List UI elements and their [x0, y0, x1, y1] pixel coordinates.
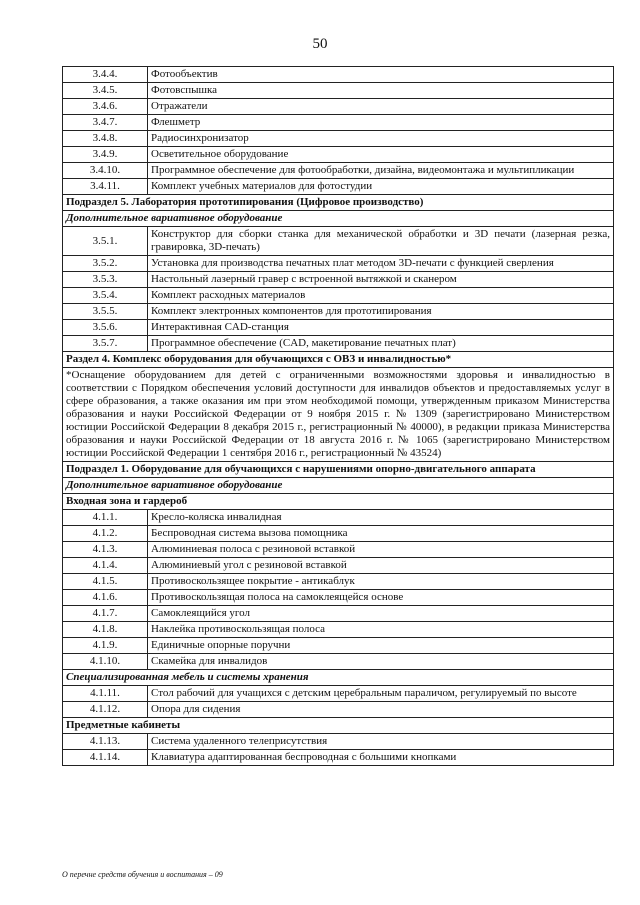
item-name: Противоскользящее покрытие - антикаблук: [148, 574, 614, 590]
category-heading-row: [63, 670, 614, 686]
table-row: [63, 510, 614, 526]
row-heading: Дополнительное вариативное оборудование: [63, 211, 614, 227]
item-number: 3.4.8.: [63, 131, 148, 147]
item-name: Отражатели: [148, 99, 614, 115]
item-number: 3.4.9.: [63, 147, 148, 163]
table-row: [63, 147, 614, 163]
table-row: [63, 83, 614, 99]
item-name: Система удаленного телеприсутствия: [148, 734, 614, 750]
table-row: [63, 574, 614, 590]
table-row: [63, 163, 614, 179]
subsection-heading-row: [63, 195, 614, 211]
page-footer: О перечне средств обучения и воспитания – 09: [62, 870, 223, 879]
table-row: [63, 336, 614, 352]
item-number: 3.5.2.: [63, 256, 148, 272]
table-row: [63, 622, 614, 638]
item-name: Интерактивная CAD-станция: [148, 320, 614, 336]
item-number: 4.1.11.: [63, 686, 148, 702]
table-row: [63, 304, 614, 320]
item-name: Фотообъектив: [148, 67, 614, 83]
item-name: Комплект расходных материалов: [148, 288, 614, 304]
table-row: [63, 288, 614, 304]
table-row: [63, 542, 614, 558]
table-row: [63, 750, 614, 766]
item-number: 4.1.7.: [63, 606, 148, 622]
table-row: [63, 179, 614, 195]
item-name: Стол рабочий для учащихся с детским церебральным параличом, регулируемый по высоте: [148, 686, 614, 702]
item-number: 4.1.5.: [63, 574, 148, 590]
row-heading: Специализированная мебель и системы хранения: [63, 670, 614, 686]
item-name: Программное обеспечение (CAD, макетирование печатных плат): [148, 336, 614, 352]
item-number: 4.1.10.: [63, 654, 148, 670]
category-heading-row: [63, 211, 614, 227]
section-heading-row: [63, 352, 614, 368]
table-row: [63, 115, 614, 131]
row-heading: Предметные кабинеты: [63, 718, 614, 734]
accessibility-note: *Оснащение оборудованием для детей с ограниченными возможностями здоровья и инвалидностью в соответствии с Порядком обеспечения условий доступности для инвалидов объектов и предоставляемых услуг в сфере образования, а также оказания им при этом необходимой помощи, утвержденным приказом Министерства образования и науки Российской Федерации от 9 ноября 2015 г. № 1309 (зарегистрировано Министерством юстиции Российской Федерации 8 декабря 2015 г., регистрационный № 40000), в редакции приказа Министерства образования и науки Российской Федерации от 18 августа 2016 г. № 1065 (зарегистрировано Министерством юстиции Российской Федерации 1 сентября 2016 г., регистрационный № 43524): [63, 368, 614, 462]
item-name: Установка для производства печатных плат методом 3D-печати с функцией сверления: [148, 256, 614, 272]
table-row: [63, 702, 614, 718]
table-row: [63, 99, 614, 115]
table-row: [63, 734, 614, 750]
item-number: 4.1.9.: [63, 638, 148, 654]
table-row: [63, 67, 614, 83]
equipment-table: [62, 66, 614, 766]
item-name: Беспроводная система вызова помощника: [148, 526, 614, 542]
row-heading: Раздел 4. Комплекс оборудования для обучающихся с ОВЗ и инвалидностью*: [63, 352, 614, 368]
item-number: 4.1.2.: [63, 526, 148, 542]
row-heading: Входная зона и гардероб: [63, 494, 614, 510]
row-heading: Подраздел 5. Лаборатория прототипирования (Цифровое производство): [63, 195, 614, 211]
table-row: [63, 526, 614, 542]
row-heading: Подраздел 1. Оборудование для обучающихся с нарушениями опорно-двигательного аппарата: [63, 462, 614, 478]
item-name: Самоклеящийся угол: [148, 606, 614, 622]
item-name: Программное обеспечение для фотообработки, дизайна, видеомонтажа и мультипликации: [148, 163, 614, 179]
item-name: Осветительное оборудование: [148, 147, 614, 163]
item-name: Алюминиевый угол с резиновой вставкой: [148, 558, 614, 574]
table-row: [63, 256, 614, 272]
table-row: [63, 590, 614, 606]
item-name: Скамейка для инвалидов: [148, 654, 614, 670]
item-name: Комплект электронных компонентов для прототипирования: [148, 304, 614, 320]
item-number: 4.1.13.: [63, 734, 148, 750]
item-number: 3.5.6.: [63, 320, 148, 336]
table-row: [63, 272, 614, 288]
item-name: Алюминиевая полоса с резиновой вставкой: [148, 542, 614, 558]
item-number: 4.1.12.: [63, 702, 148, 718]
table-row: [63, 654, 614, 670]
item-name: Настольный лазерный гравер с встроенной вытяжкой и сканером: [148, 272, 614, 288]
item-number: 3.4.7.: [63, 115, 148, 131]
item-name: Наклейка противоскользящая полоса: [148, 622, 614, 638]
item-name: Кресло-коляска инвалидная: [148, 510, 614, 526]
item-number: 3.5.1.: [63, 227, 148, 256]
table-row: [63, 638, 614, 654]
row-heading: Дополнительное вариативное оборудование: [63, 478, 614, 494]
note-row: [63, 368, 614, 462]
item-number: 3.5.3.: [63, 272, 148, 288]
item-name: Комплект учебных материалов для фотостудии: [148, 179, 614, 195]
item-name: Флешметр: [148, 115, 614, 131]
table-row: [63, 320, 614, 336]
item-name: Противоскользящая полоса на самоклеящейся основе: [148, 590, 614, 606]
page-number: 50: [312, 36, 328, 52]
item-number: 4.1.14.: [63, 750, 148, 766]
table-row: [63, 686, 614, 702]
subsection-heading-row: [63, 462, 614, 478]
item-number: 3.5.4.: [63, 288, 148, 304]
item-name: Единичные опорные поручни: [148, 638, 614, 654]
equipment-table-body: [63, 67, 614, 766]
table-row: [63, 131, 614, 147]
item-number: 3.4.11.: [63, 179, 148, 195]
table-row: [63, 606, 614, 622]
item-number: 4.1.4.: [63, 558, 148, 574]
item-name: Радиосинхронизатор: [148, 131, 614, 147]
item-number: 3.5.7.: [63, 336, 148, 352]
item-number: 3.5.5.: [63, 304, 148, 320]
category-heading-row: [63, 478, 614, 494]
table-row: [63, 227, 614, 256]
item-name: Клавиатура адаптированная беспроводная с большими кнопками: [148, 750, 614, 766]
item-number: 3.4.5.: [63, 83, 148, 99]
item-number: 4.1.8.: [63, 622, 148, 638]
item-name: Опора для сидения: [148, 702, 614, 718]
item-number: 4.1.1.: [63, 510, 148, 526]
item-number: 3.4.6.: [63, 99, 148, 115]
subsection-heading-row: [63, 494, 614, 510]
item-number: 3.4.4.: [63, 67, 148, 83]
item-number: 4.1.3.: [63, 542, 148, 558]
subsection-heading-row: [63, 718, 614, 734]
item-number: 3.4.10.: [63, 163, 148, 179]
item-number: 4.1.6.: [63, 590, 148, 606]
table-row: [63, 558, 614, 574]
item-name: Конструктор для сборки станка для механической обработки и 3D печати (лазерная резка, гравировка, 3D-печать): [148, 227, 614, 256]
item-name: Фотовспышка: [148, 83, 614, 99]
